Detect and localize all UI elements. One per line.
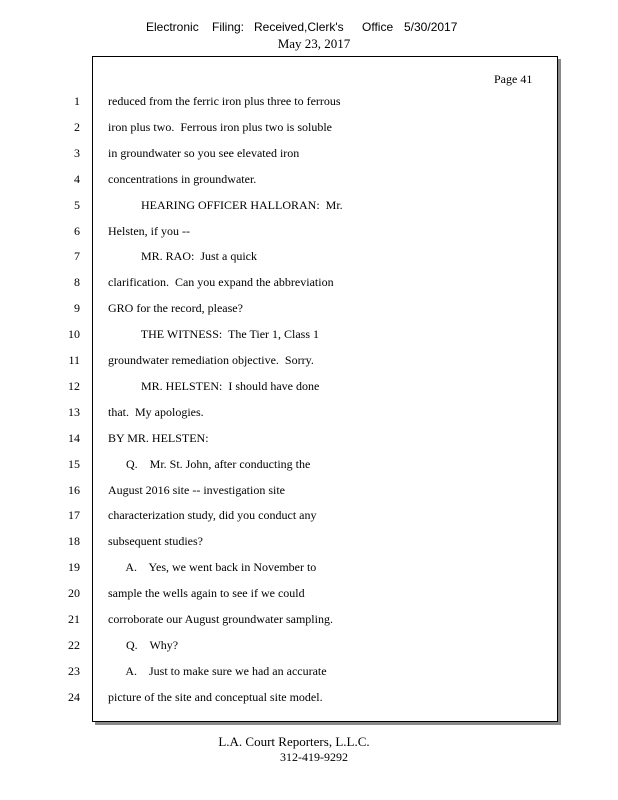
stamp-office: Office — [362, 20, 394, 34]
line-number: 19 — [68, 560, 80, 575]
line-text: HEARING OFFICER HALLORAN: Mr. — [108, 197, 343, 212]
line-number: 18 — [68, 534, 80, 549]
line-text: reduced from the ferric iron plus three to ferrous — [108, 94, 341, 108]
line-text: characterization study, did you conduct any — [108, 508, 317, 523]
line-text: in groundwater so you see elevated iron — [108, 145, 300, 160]
stamp-filing: Filing: — [212, 20, 245, 34]
page-number: Page 41 — [494, 72, 533, 86]
stamp-filing-date: 5/30/2017 — [404, 20, 458, 34]
line-number: 11 — [68, 353, 80, 367]
line-text: THE WITNESS: The Tier 1, Class 1 — [108, 327, 320, 342]
line-number: 5 — [74, 197, 80, 212]
line-number: 23 — [68, 663, 80, 678]
line-number: 15 — [68, 456, 80, 471]
line-text: iron plus two. Ferrous iron plus two is soluble — [108, 119, 332, 134]
stamp-electronic: Electronic — [146, 20, 199, 34]
line-text: MR. HELSTEN: I should have done — [108, 378, 320, 393]
line-number: 21 — [68, 612, 80, 626]
line-number: 6 — [74, 223, 80, 238]
line-text: GRO for the record, please? — [108, 301, 243, 316]
line-number: 12 — [68, 378, 80, 393]
line-number: 20 — [68, 586, 80, 601]
line-number: 7 — [74, 249, 80, 264]
line-text: subsequent studies? — [108, 534, 203, 549]
line-text: August 2016 site -- investigation site — [108, 482, 285, 497]
line-text: that. My apologies. — [108, 404, 204, 419]
line-number: 16 — [68, 482, 80, 497]
line-number: 3 — [74, 145, 80, 160]
reporter-phone: 312-419-9292 — [280, 750, 348, 764]
line-text: MR. RAO: Just a quick — [108, 249, 258, 264]
line-number: 24 — [68, 689, 80, 704]
line-number: 10 — [68, 327, 80, 342]
reporter-company: L.A. Court Reporters, L.L.C. — [218, 734, 370, 749]
line-number: 14 — [68, 430, 80, 445]
line-text: Q. Why? — [108, 637, 179, 652]
line-text: groundwater remediation objective. Sorry. — [108, 353, 314, 367]
line-text: A. Yes, we went back in November to — [108, 560, 317, 575]
stamp-received: Received,Clerk's — [254, 20, 344, 34]
line-number: 1 — [74, 94, 80, 108]
line-text: BY MR. HELSTEN: — [108, 430, 209, 445]
line-text: corroborate our August groundwater sampling. — [108, 612, 333, 626]
line-text: Helsten, if you -- — [108, 223, 190, 238]
line-text: concentrations in groundwater. — [108, 171, 257, 186]
line-text: picture of the site and conceptual site model. — [108, 689, 323, 704]
line-text: A. Just to make sure we had an accurate — [108, 663, 327, 678]
line-number: 17 — [68, 508, 80, 523]
line-number: 8 — [74, 275, 80, 290]
transcript-date: May 23, 2017 — [277, 36, 351, 51]
line-number: 4 — [74, 171, 80, 186]
line-text: sample the wells again to see if we could — [108, 586, 305, 601]
line-text: Q. Mr. St. John, after conducting the — [108, 456, 311, 471]
line-number: 22 — [68, 637, 80, 652]
electronic-filing-stamp — [0, 20, 618, 36]
line-number: 9 — [74, 301, 80, 316]
line-text: clarification. Can you expand the abbreviation — [108, 275, 334, 290]
line-number: 2 — [74, 119, 80, 134]
line-number: 13 — [68, 404, 80, 419]
